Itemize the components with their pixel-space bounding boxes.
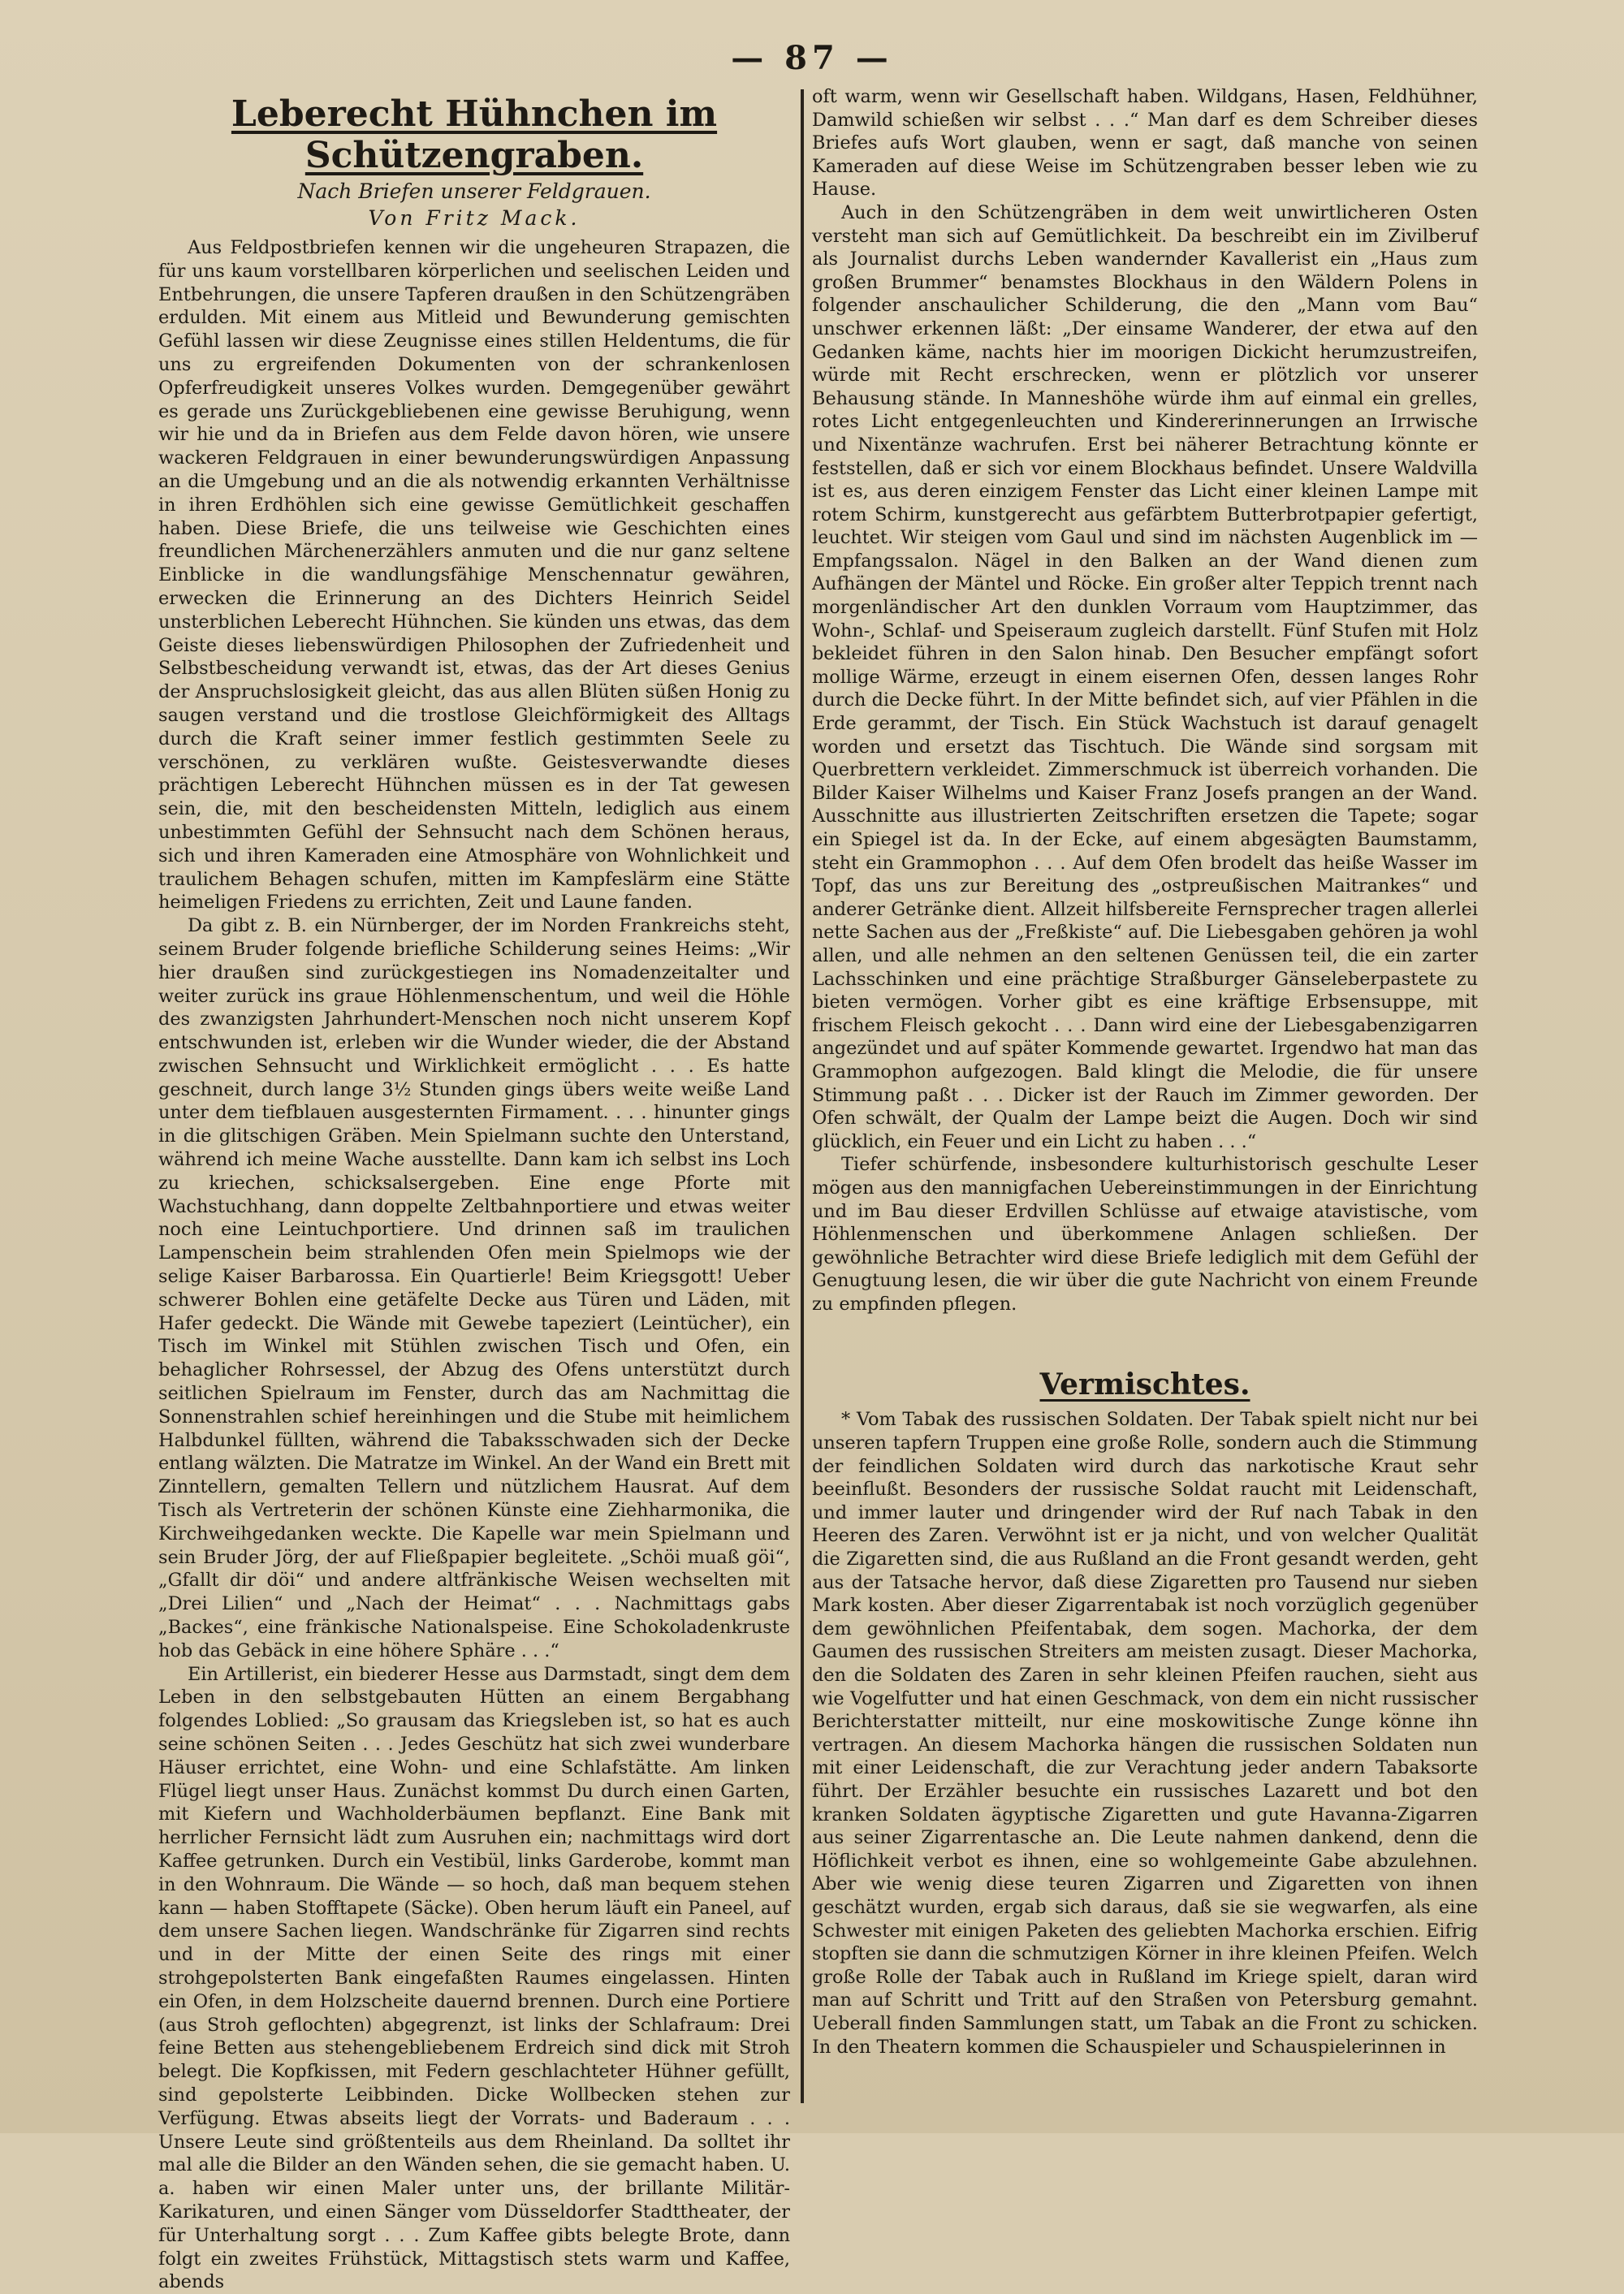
column-divider (801, 89, 804, 2103)
misc-paragraph: * Vom Tabak des russischen Soldaten. Der Tabak spielt nicht nur bei unseren tapfern Truppen eine große Rolle, sondern auch die Stimmung der feindlichen Soldaten wird durch das narkotische Kraut sehr beeinflußt. Besonders der russische Soldat raucht mit Leidenschaft, und immer lauter und dringender wird der Ruf nach Tabak in den Heeren des Zaren. Verwöhnt ist er ja nicht, und von welcher Qualität die Zigaretten sind, die aus Rußland an die Front gesandt werden, geht aus der Tatsache hervor, daß diese Zigaretten pro Tausend nur sieben Mark kosten. Aber dieser Zigarrentabak ist noch vorzüglich gegenüber dem gewöhnlichen Pfeifentabak, dem sogen. Machorka, der dem Gaumen des russischen Streiters am meisten zusagt. Dieser Machorka, den die Soldaten des Zaren in sehr kleinen Pfeifen rauchen, sieht aus wie Vogelfutter und hat einen Geschmack, von dem ein nicht russischer Berichterstatter mitteilt, nur eine moskowitische Zunge könne ihn vertragen. An diesem Machorka hängen die russischen Soldaten nun mit einer Leidenschaft, die zur Verachtung jeder andern Tabaksorte führt. Der Erzähler besuchte ein russisches Lazarett und bot den kranken Soldaten ägyptische Zigaretten und gute Havanna-Zigarren aus seiner Zigarrentasche an. Die Leute nahmen dankend, denn die Höflichkeit verbot es ihnen, eine so wohlgemeinte Gabe abzulehnen. Aber wie wenig diese teuren Zigarren und Zigaretten von ihnen geschätzt wurden, ergab sich daraus, daß sie sie wegwarfen, als eine Schwester mit einigen Paketen des geliebten Machorka erschien. Eifrig stopften sie dann die schmutzigen Körner in ihre kleinen Pfeifen. Welch große Rolle der Tabak auch in Rußland im Kriege spielt, daran wird man auf Schritt und Tritt auf den Straßen von Petersburg gemahnt. Ueberall finden Sammlungen statt, um Tabak an die Front zu schicken. In den Theatern kommen die Schauspieler und Schauspielerinnen in (812, 1409, 1478, 2058)
article-paragraph: Ein Artillerist, ein biederer Hesse aus Darmstadt, singt dem dem Leben in den selbstgebauten Hütten an einem Bergabhang folgendes Loblied: „So grausam das Kriegsleben ist, so hat es auch seine schönen Seiten . . . Jedes Geschütz hat sich zwei wunderbare Häuser errichtet, eine Wohn- und eine Schlafstätte. Am linken Flügel liegt unser Haus. Zunächst kommst Du durch einen Garten, mit Kiefern und Wachholderbäumen bepflanzt. Eine Bank mit herrlicher Fernsicht lädt zum Ausruhen ein; nachmittags wird dort Kaffee getrunken. Durch ein Vestibül, links Garderobe, kommt man in den Wohnraum. Die Wände — so hoch, daß man bequem stehen kann — haben Stofftapete (Säcke). Oben herum läuft ein Paneel, auf dem unsere Sachen liegen. Wandschränke für Zigarren sind rechts und in der Mitte der einen Seite des rings mit einer strohgepolsterten Bank eingefaßten Raumes eingelassen. Hinten ein Ofen, in dem Holzscheite dauernd brennen. Durch eine Portiere (aus Stroh geflochten) abgegrenzt, ist links der Schlafraum: Drei feine Betten aus stehengebliebenem Erdreich sind dick mit Stroh belegt. Die Kopfkissen, mit Federn geschlachteter Hühner gefüllt, sind gepolsterte Leibbinden. Dicke Wollbecken stehen zur Verfügung. Etwas abseits liegt der Vorrats- und Baderaum . . . Unsere Leute sind größtenteils aus dem Rheinland. Da solltet ihr mal alle die Bilder an den Wänden sehen, die sie gemacht haben. U. a. haben wir einen Maler unter uns, der brillante Militär-Karikaturen, und einen Sänger vom Düsseldorfer Stadttheater, der für Unterhaltung sorgt . . . Zum Kaffee gibts belegte Brote, dann folgt ein zweites Frühstück, Mittagstisch stets warm und Kaffee, abends (158, 1663, 790, 2293)
article-paragraph: Tiefer schürfende, insbesondere kulturhistorisch geschulte Leser mögen aus den mannigfachen Uebereinstimmungen in der Einrichtung und im Bau dieser Erdvillen Schlüsse auf etwaige atavistische, vom Höhlenmenschen und überkommene Anlagen schließen. Der gewöhnliche Betrachter wird diese Briefe lediglich mit dem Gefühl der Genugtuung lesen, die wir über die gute Nachricht von einem Freunde zu empfinden pflegen. (812, 1154, 1478, 1315)
page-number: — 87 — (731, 39, 893, 77)
misc-heading: Vermischtes. (1039, 1367, 1250, 1402)
article-subtitle: Nach Briefen unserer Feldgrauen. (297, 179, 651, 203)
article-paragraph: oft warm, wenn wir Gesellschaft haben. Wildgans, Hasen, Feldhühner, Damwild schießen wir selbst . . .“ Man darf es dem Schreiber dieses Briefes aufs Wort glauben, wenn er sagt, daß manche von seinen Kameraden auf diese Weise im Schützengraben besser leben wie zu Hause. (812, 86, 1478, 201)
article-title: Leberecht Hühnchen im Schützengraben. (231, 93, 718, 176)
article-paragraph: Da gibt z. B. ein Nürnberger, der im Norden Frankreichs steht, seinem Bruder folgende briefliche Schilderung seines Heims: „Wir hier draußen sind zurückgestiegen ins Nomadenzeitalter und weiter zurück ins graue Höhlenmenschentum, und weil die Höhle des zwanzigsten Jahrhundert-Menschen noch nicht unserem Kopf entschwunden ist, erleben wir die Wunder wieder, die der Abstand zwischen Sehnsucht und Wirklichkeit ermöglicht . . . Es hatte geschneit, durch lange 3½ Stunden gings übers weite weiße Land unter dem tiefblauen ausgesternten Firmament. . . . hinunter gings in die glitschigen Gräben. Mein Spielmann suchte den Unterstand, während ich meine Wache ausstellte. Dann kam ich selbst ins Loch zu kriechen, schicksalsergeben. Eine enge Pforte mit Wachstuchhang, dann doppelte Zeltbahnportiere und etwas weiter noch eine Leintuchportiere. Und drinnen saß im traulichen Lampenschein beim strahlenden Ofen mein Spielmops wie der selige Kaiser Barbarossa. Ein Quartierle! Beim Kriegsgott! Ueber schwerer Bohlen eine getäfelte Decke aus Türen und Läden, mit Hafer gedeckt. Die Wände mit Gewebe tapeziert (Leintücher), ein Tisch im Winkel mit Stühlen zwischen Tisch und Ofen, ein behaglicher Rohrsessel, der Abzug des Ofens unterstützt durch seitlichen Spielraum im Fenster, durch das am Nachmittag die Sonnenstrahlen schief hereinhingen und die Stube mit heimlichem Halbdunkel füllten, während die Tabaksschwaden sich der Decke entlang wälzten. Die Matratze im Winkel. An der Wand ein Brett mit Zinntellern, gemalten Tellern und nützlichem Hausrat. Auf dem Tisch als Vertreterin der schönen Künste eine Ziehharmonika, die Kirchweihgedanken weckte. Die Kapelle war mein Spielmann und sein Bruder Jörg, der auf Fließpapier begleitete. „Schöi muaß göi“, „Gfallt dir döi“ und andere altfränkische Weisen wechselten mit „Drei Lilien“ und „Nach der Heimat“ . . . Nachmittags gabs „Backes“, eine fränkische Nationalspeise. Eine Schokoladenkruste hob das Gebäck in eine höhere Sphäre . . .“ (158, 915, 790, 1661)
article-paragraph: Auch in den Schützengräben in dem weit unwirtlicheren Osten versteht man sich auf Gemütlichkeit. Da beschreibt ein im Zivilberuf als Journalist durchs Leben wandernder Kavallerist ein „Haus zum großen Brummer“ benamstes Blockhaus in den Wäldern Polens in folgender anschaulicher Schilderung, die den „Mann vom Bau“ unschwer erkennen läßt: „Der einsame Wanderer, der etwa auf den Gedanken käme, nachts hier im moorigen Dickicht herumzustreifen, würde mit Recht erschrecken, wenn er plötzlich vor unserer Behausung stände. In Manneshöhe würde ihm auf einmal ein grelles, rotes Licht entgegenleuchten und Kindererinnerungen an Irrwische und Nixentänze wachrufen. Erst bei näherer Betrachtung könnte er feststellen, daß er sich vor einem Blockhaus befindet. Unsere Waldvilla ist es, aus deren einzigem Fenster das Licht einer kleinen Lampe mit rotem Schirm, kunstgerecht aus gefärbtem Butterbrotpapier gefertigt, leuchtet. Wir steigen vom Gaul und sind im nächsten Augenblick im — Empfangssalon. Nägel in den Balken an der Wand dienen zum Aufhängen der Mäntel und Röcke. Ein großer alter Teppich trennt nach morgenländischer Art den dunklen Vorraum vom Hauptzimmer, das Wohn-, Schlaf- und Speiseraum zugleich darstellt. Fünf Stufen mit Holz bekleidet führen in den Salon hinab. Den Besucher empfängt sofort mollige Wärme, erzeugt in einem eisernen Ofen, dessen langes Rohr durch die Decke führt. In der Mitte befindet sich, auf vier Pfählen in die Erde gerammt, der Tisch. Ein Stück Wachstuch ist darauf genagelt worden und ersetzt das Tischtuch. Die Wände sind sorgsam mit Querbrettern verkleidet. Zimmerschmuck ist überreich vorhanden. Die Bilder Kaiser Wilhelms und Kaiser Franz Josefs prangen an der Wand. Ausschnitte aus illustrierten Zeitschriften ersetzen die Tapete; sogar ein Spiegel ist da. In der Ecke, auf einem abgesägten Baumstamm, steht ein Grammophon . . . Auf dem Ofen brodelt das heiße Wasser im Topf, das uns zur Bereitung des „ostpreußischen Maitrankes“ und anderer Getränke dient. Allzeit hilfsbereite Fernsprecher tragen allerlei nette Sachen aus der „Freßkiste“ auf. Die Liebesgaben gehören ja wohl allen, und alle nehmen an den seltenen Genüssen teil, die ein zarter Lachsschinken und eine prächtige Straßburger Gänseleberpastete zu bieten vermögen. Vorher gibt es eine kräftige Erbsensuppe, mit frischem Fleisch gekocht . . . Dann wird eine der Liebesgabenzigarren angezündet und auf später Kommende gewartet. Irgendwo hat man das Grammophon aufgezogen. Bald klingt die Melodie, die für unsere Stimmung paßt . . . Dicker ist der Rauch im Zimmer geworden. Der Ofen schwält, der Qualm der Lampe beizt die Augen. Doch wir sind glücklich, ein Feuer und ein Licht zu haben . . .“ (812, 201, 1478, 1152)
left-column (158, 85, 790, 2293)
article-paragraph: Aus Feldpostbriefen kennen wir die ungeheuren Strapazen, die für uns kaum vorstellbaren körperlichen und seelischen Leiden und Entbehrungen, die unsere Tapferen draußen in den Schützengräben erdulden. Mit einem aus Mitleid und Bewunderung gemischten Gefühl lassen wir diese Zeugnisse eines stillen Heldentums, die für uns zu ergreifenden Dokumenten von der schrankenlosen Opferfreudigkeit unseres Volkes wurden. Demgegenüber gewährt es gerade uns Zurückgebliebenen eine gewisse Beruhigung, wenn wir hie und da in Briefen aus dem Felde davon hören, wie unsere wackeren Feldgrauen in einer bewunderungswürdigen Anpassung an die Umgebung und an die als notwendig erkannten Verhältnisse in ihren Erdhöhlen sich eine gewisse Gemütlichkeit geschaffen haben. Diese Briefe, die uns teilweise wie Geschichten eines freundlichen Märchenerzählers anmuten und die nur ganz seltene Einblicke in die wandlungsfähige Menschennatur gewähren, erwecken die Erinnerung an des Dichters Heinrich Seidel unsterblichen Leberecht Hühnchen. Sie künden uns etwas, das dem Geiste dieses liebenswürdigen Philosophen der Zufriedenheit und Selbstbescheidung verwandt ist, etwas, das der Art dieses Genius der Anspruchslosigkeit gleicht, das aus allen Blüten süßen Honig zu saugen verstand und die trostlose Gleichförmigkeit des Alltags durch die Kraft seiner immer festlich gestimmten Seele zu verschönen, zu verklären wußte. Geistesverwandte dieses prächtigen Leberecht Hühnchen müssen es in der Tat gewesen sein, die, mit den bescheidensten Mitteln, lediglich aus einem unbestimmten Gefühl der Sehnsucht nach dem Schönen heraus, sich und ihren Kameraden eine Atmosphäre von Wohnlichkeit und traulichem Behagen schufen, mitten im Kampfeslärm eine Stätte heimeligen Friedens zu errichten, Zeit und Laune fanden. (158, 237, 790, 914)
right-column (812, 85, 1478, 2109)
article-byline: Von Fritz Mack. (368, 206, 581, 230)
